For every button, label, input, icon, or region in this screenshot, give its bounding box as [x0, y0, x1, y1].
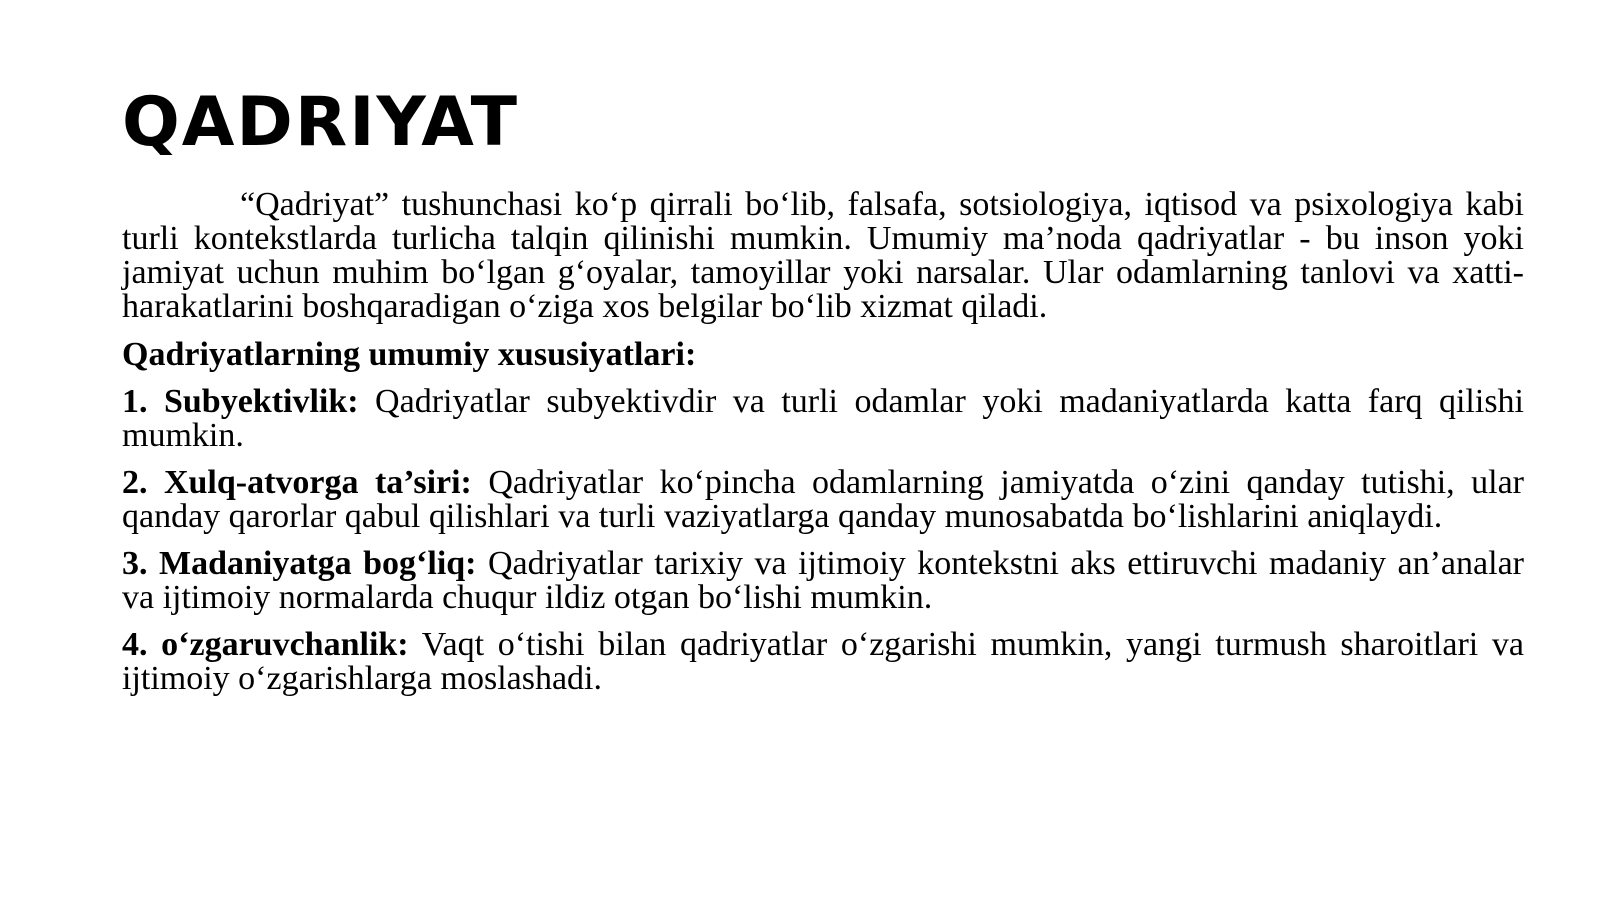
list-item-text: Qadriyatlar ko‘pincha odamlarning jamiyatda o‘zini qanday tutishi, ular qanday qarorlar qabul qilishlari va turli vaziyatlarga qanday munosabatda bo‘lishlarini aniqlaydi.	[122, 464, 1524, 535]
slide-body	[122, 188, 1524, 696]
list-item-subjectivity	[122, 385, 1524, 453]
list-item-text: Qadriyatlar subyektivdir va turli odamlar yoki madaniyatlarda katta farq qilishi mumkin.	[122, 383, 1524, 454]
slide-title: QADRIYAT	[122, 83, 520, 162]
list-item-text: Vaqt o‘tishi bilan qadriyatlar o‘zgarishi mumkin, yangi turmush sharoitlari va ijtimoiy o‘zgarishlarga moslashadi.	[122, 626, 1525, 697]
list-item-behavior-influence	[122, 466, 1524, 534]
intro-paragraph: “Qadriyat” tushunchasi ko‘p qirrali bo‘lib, falsafa, sotsiologiya, iqtisod va psixologiya kabi turli kontekstlarda turlicha talqin qilinishi mumkin. Umumiy ma’noda qadriyatlar - bu inson yoki jamiyat uchun muhim bo‘lgan g‘oyalar, tamoyillar yoki narsalar. Ular odamlarning tanlovi va xatti-harakatlarini boshqaradigan o‘ziga xos belgilar bo‘lib xizmat qiladi.	[122, 186, 1524, 325]
list-item-label: 3. Madaniyatga bog‘liq:	[122, 545, 477, 582]
list-item-culture-dependence	[122, 547, 1524, 615]
list-item-label: 1. Subyektivlik:	[122, 383, 359, 420]
section-heading: Qadriyatlarning umumiy xususiyatlari:	[122, 336, 697, 373]
list-item-label: 2. Xulq-atvorga ta’siri:	[122, 464, 472, 501]
list-item-label: 4. o‘zgaruvchanlik:	[122, 626, 409, 663]
list-item-text: Qadriyatlar tarixiy va ijtimoiy kontekstni aks ettiruvchi madaniy an’analar va ijtimoiy normalarda chuqur ildiz otgan bo‘lishi mumkin.	[122, 545, 1524, 616]
list-item-variability	[122, 628, 1524, 696]
